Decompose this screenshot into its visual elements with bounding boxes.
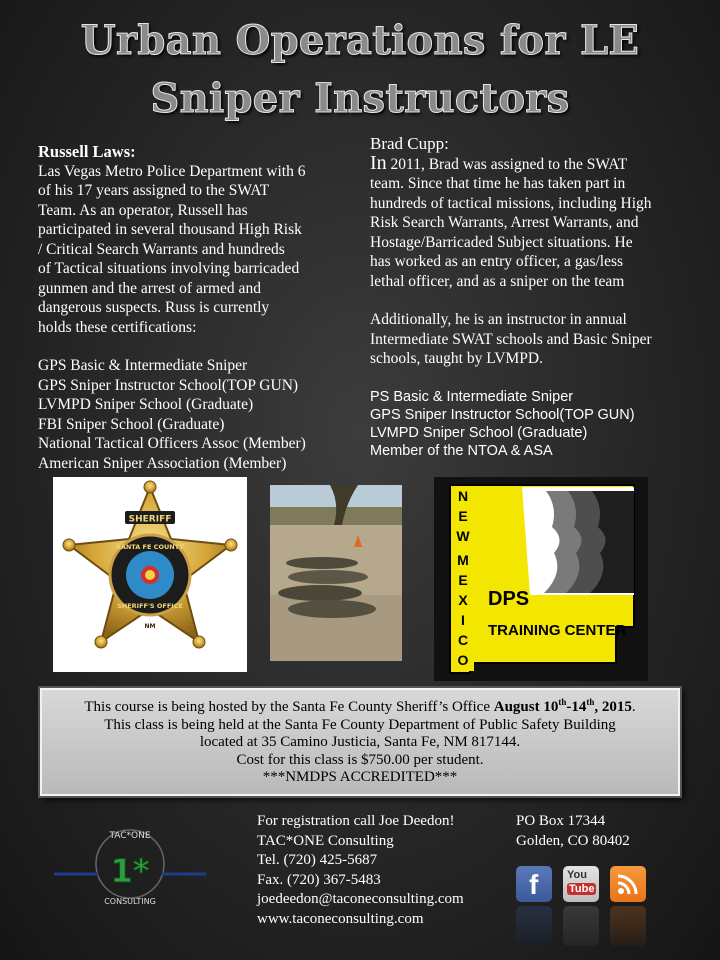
brad-bio-2 [370, 310, 700, 369]
bio-line: hundreds of tactical missions, including High [370, 194, 652, 212]
bio-line: has worked as an entry officer, a gas/less [370, 253, 624, 270]
cert-item: LVMPD Sniper School (Graduate) [370, 424, 588, 441]
logo-mark-text: 1* [110, 852, 150, 890]
cert-item: PS Basic & Intermediate Sniper [370, 388, 574, 405]
russell-heading: Russell Laws: [38, 142, 136, 161]
bio-line: of Tactical situations involving barricaded [38, 260, 300, 277]
dps-letter: O [457, 652, 469, 668]
dps-letter: E [458, 572, 468, 588]
info-line-5: ***NMDPS ACCREDITED*** [262, 769, 458, 785]
contact-info [257, 812, 464, 929]
badge-state-text: NM [144, 623, 156, 630]
bio-text: 2011, Brad was assigned to the SWAT [386, 155, 628, 173]
cert-item: GPS Basic & Intermediate Sniper [38, 357, 248, 374]
phone-number: Tel. (720) 425-5687 [257, 852, 378, 868]
info-line-1 [42, 694, 678, 717]
date-suffix: th [558, 697, 567, 707]
bio-line: Additionally, he is an instructor in annual [370, 311, 627, 328]
po-box: PO Box 17344 [516, 813, 606, 829]
sheriff-star-icon [53, 477, 247, 672]
cert-item: FBI Sniper School (Graduate) [38, 415, 225, 433]
bio-line: Las Vegas Metro Police Department with 6 [38, 162, 306, 180]
facebook-icon-reflection [516, 906, 552, 946]
youtube-icon[interactable] [563, 866, 599, 902]
brad-cupp-section [370, 134, 700, 460]
dps-letter: X [458, 592, 468, 608]
bio-line: team. Since that time he has taken part in [370, 175, 626, 192]
dps-logo-icon [434, 477, 648, 681]
bio-line: schools, taught by LVMPD. [370, 350, 543, 367]
dps-name-text: DPS [488, 588, 530, 610]
snipers-prone-photo-icon [270, 485, 402, 661]
info-line-2: This class is being held at the Santa Fe County Department of Public Safety Building [104, 716, 616, 733]
dps-letter: I [461, 612, 465, 628]
bio-line [370, 151, 700, 175]
brad-heading: Brad Cupp: [370, 134, 449, 153]
training-field-photo [270, 485, 402, 661]
city-state-zip: Golden, CO 80402 [516, 832, 630, 849]
date-part: -14 [566, 699, 587, 715]
dps-training-center-text: TRAINING CENTER [488, 622, 627, 639]
dps-letter: E [458, 508, 468, 524]
drop-initial: In [370, 151, 387, 174]
email-link[interactable]: joedeedon@taconeconsulting.com [257, 891, 464, 907]
tac-one-logo [54, 820, 206, 912]
badge-ring-text: SANTA FE COUNTY [116, 543, 184, 551]
bio-line: gunmen and the arrest of armed and [38, 279, 261, 297]
registration-line: For registration call Joe Deedon! [257, 813, 455, 829]
mailing-address [516, 812, 630, 851]
dps-letter: N [457, 488, 469, 504]
dps-letter: M [457, 552, 469, 568]
brad-certifications [370, 388, 700, 460]
info-line-4: Cost for this class is $750.00 per student. [236, 751, 484, 768]
course-dates [494, 699, 632, 715]
cert-item: Member of the NTOA & ASA [370, 442, 553, 459]
badge-sheriff-text: SHERIFF [128, 514, 172, 525]
cert-item: National Tactical Officers Assoc (Member) [38, 435, 306, 452]
page-title: Urban Operations for LE Sniper Instructors [80, 17, 640, 122]
logo-bottom-text: CONSULTING [104, 897, 156, 906]
bio-line: / Critical Search Warrants and hundreds [38, 240, 285, 258]
rss-glyph [610, 866, 646, 902]
date-suffix: th [586, 697, 595, 707]
facebook-icon[interactable] [516, 866, 552, 902]
rss-icon-reflection [610, 906, 646, 946]
youtube-glyph-bottom: Tube [569, 883, 595, 895]
bio-line: dangerous suspects. Russ is currently [38, 299, 270, 316]
badge-ring-bottom-text: SHERIFF'S OFFICE [117, 602, 183, 610]
bio-line: Hostage/Barricaded Subject situations. He [370, 233, 633, 251]
cert-item: LVMPD Sniper School (Graduate) [38, 396, 254, 413]
logo-top-text: TAC*ONE [109, 831, 151, 841]
sheriff-badge-image [53, 477, 247, 672]
bio-line: participated in several thousand High Risk [38, 221, 302, 238]
bio-line: holds these certifications: [38, 318, 197, 336]
youtube-glyph-top: You [567, 869, 587, 881]
cert-item: American Sniper Association (Member) [38, 454, 287, 472]
info-text: . [631, 699, 636, 715]
date-part: , 2015 [594, 699, 632, 715]
bio-line: of his 17 years assigned to the SWAT [38, 182, 270, 199]
website-link[interactable]: www.taconeconsulting.com [257, 910, 424, 927]
dps-letter: C [457, 632, 469, 648]
russell-laws-section [38, 142, 358, 473]
facebook-glyph: f [529, 869, 539, 900]
brad-bio [370, 151, 700, 292]
bio-line: lethal officer, and as a sniper on the team [370, 272, 625, 290]
course-info-box [40, 688, 680, 796]
dps-letter: W [456, 528, 470, 544]
tac-one-logo-icon [54, 820, 206, 912]
youtube-icon-reflection [563, 906, 599, 946]
nm-dps-training-center-logo [434, 477, 648, 681]
company-name: TAC*ONE Consulting [257, 832, 394, 849]
russell-bio [38, 162, 358, 338]
fax-number: Fax. (720) 367-5483 [257, 871, 381, 888]
info-text: This course is being hosted by the Santa Fe County Sheriff’s Office [84, 699, 494, 715]
rss-icon[interactable] [610, 866, 646, 902]
bio-line: Intermediate SWAT schools and Basic Sniper [370, 330, 652, 348]
cert-item: GPS Sniper Instructor School(TOP GUN) [370, 406, 635, 423]
russell-certifications [38, 356, 358, 473]
bio-line: Risk Search Warrants, Arrest Warrants, and [370, 214, 639, 231]
bio-line: Team. As an operator, Russell has [38, 201, 248, 219]
cert-item: GPS Sniper Instructor School(TOP GUN) [38, 376, 299, 394]
date-part: August 10 [493, 699, 559, 715]
info-line-3: located at 35 Camino Justicia, Santa Fe, NM 817144. [199, 734, 521, 750]
